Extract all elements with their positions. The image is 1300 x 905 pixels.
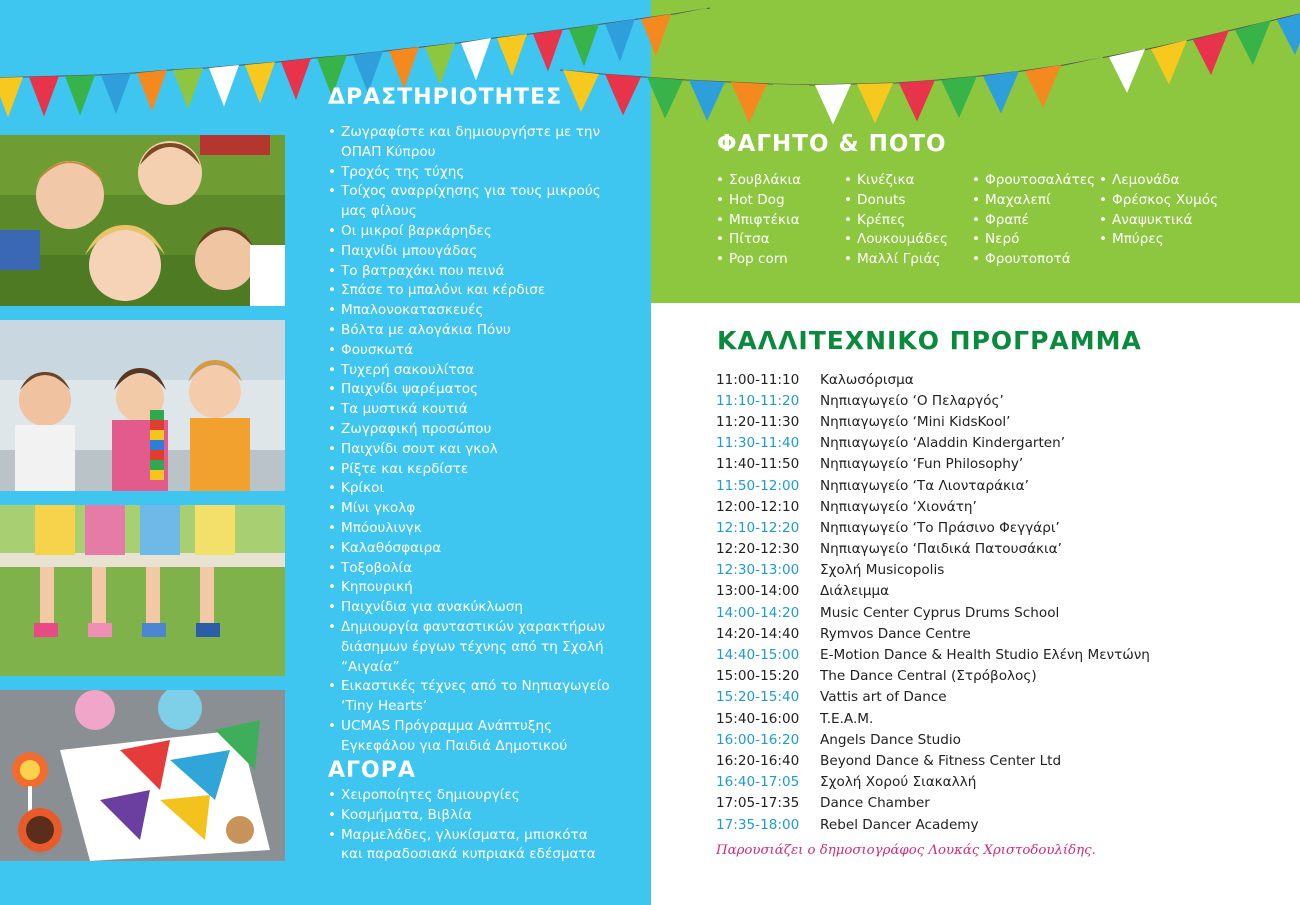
bunting-flag xyxy=(1193,30,1229,75)
food-column-1 xyxy=(715,171,801,270)
schedule-time: 16:00-16:20 xyxy=(716,731,800,748)
schedule-row xyxy=(716,666,1276,687)
list-item xyxy=(327,123,627,163)
schedule-row xyxy=(716,581,1276,602)
list-item-text: Παιχνίδια για ανακύκλωση xyxy=(341,599,524,616)
activities-list xyxy=(327,123,627,757)
list-item xyxy=(327,361,627,381)
food-item: • Λουκουμάδες xyxy=(843,230,948,250)
food-item: • Λεμονάδα xyxy=(1098,171,1218,191)
list-item xyxy=(327,262,627,282)
list-item xyxy=(327,281,627,301)
schedule-act: The Dance Central (Στρόβολος) xyxy=(820,668,1037,685)
schedule-time: 11:20-11:30 xyxy=(716,413,800,430)
list-item-text: Δημιουργία φανταστικών χαρακτήρων xyxy=(341,618,606,635)
list-item xyxy=(327,182,627,222)
bunting-flag xyxy=(101,73,131,114)
bunting-flag xyxy=(815,84,851,125)
food-item: • Φραπέ xyxy=(971,211,1095,231)
bunting-flag xyxy=(605,19,635,62)
schedule-row xyxy=(716,623,1276,644)
presenter-note: Παρουσιάζει ο δημοσιογράφος Λουκάς Χριστοδουλίδης. xyxy=(716,843,1096,858)
photo-craft-supplies xyxy=(0,690,285,861)
list-item xyxy=(327,400,627,420)
photo-children-on-bench xyxy=(0,505,285,676)
schedule-act: Διάλειμμα xyxy=(820,583,890,600)
schedule-row xyxy=(716,517,1276,538)
bunting-decoration xyxy=(0,0,1300,140)
schedule-time: 11:40-11:50 xyxy=(716,456,800,473)
schedule-row xyxy=(716,729,1276,750)
bunting-flag xyxy=(29,76,59,117)
schedule-act: Νηπιαγωγείο ‘Χιονάτη’ xyxy=(820,498,977,515)
schedule-act: Angels Dance Studio xyxy=(820,731,961,748)
schedule-row xyxy=(716,369,1276,390)
schedule-act: Καλωσόρισμα xyxy=(820,371,914,388)
schedule-row xyxy=(716,433,1276,454)
bunting-flag xyxy=(605,74,641,116)
list-item xyxy=(327,380,627,400)
schedule-act: Νηπιαγωγείο ‘Τα Λιονταράκια’ xyxy=(820,477,1029,494)
list-item xyxy=(327,578,627,598)
list-item-text: Τοίχος αναρρίχησης για τους μικρούς xyxy=(341,183,601,200)
list-item-text: Καλαθόσφαιρα xyxy=(341,539,442,556)
list-item xyxy=(327,618,627,677)
schedule-act: Νηπιαγωγείο ‘Το Πράσινο Φεγγάρι’ xyxy=(820,519,1060,536)
schedule-act: Rebel Dancer Academy xyxy=(820,816,979,833)
bunting-flag xyxy=(569,24,599,67)
food-item: • Κρέπες xyxy=(843,211,948,231)
food-item: • Hot Dog xyxy=(715,191,801,211)
schedule-row xyxy=(716,602,1276,623)
schedule-time: 15:00-15:20 xyxy=(716,668,800,685)
schedule-time: 12:20-12:30 xyxy=(716,541,800,558)
list-item xyxy=(327,420,627,440)
list-item-text: Τυχερή σακουλίτσα xyxy=(341,361,475,378)
food-item: • Μπιφτέκια xyxy=(715,211,801,231)
photo-children-on-grass xyxy=(0,135,285,306)
list-item-text: “Αιγαία” xyxy=(341,658,400,675)
schedule-row xyxy=(716,750,1276,771)
food-item: • Φρουτοσαλάτες xyxy=(971,171,1095,191)
schedule-time: 15:20-15:40 xyxy=(716,689,800,706)
list-item-text: Κοσμήματα, Βιβλία xyxy=(341,806,472,823)
schedule-act: Dance Chamber xyxy=(820,795,930,812)
bunting-flag xyxy=(857,83,893,124)
schedule-act: Νηπιαγωγείο ‘Aladdin Kindergarten’ xyxy=(820,435,1066,452)
list-item xyxy=(327,242,627,262)
list-item-text: Ρίξτε και κερδίστε xyxy=(341,460,469,477)
list-item-text: Τα μυστικά κουτιά xyxy=(341,401,468,418)
bunting-flag xyxy=(983,71,1019,114)
list-item-text: Κρίκοι xyxy=(341,480,385,497)
food-item: • Αναψυκτικά xyxy=(1098,211,1218,231)
schedule-act: Νηπιαγωγείο ‘Fun Philosophy’ xyxy=(820,456,1024,473)
bunting-flag xyxy=(281,58,311,100)
list-item xyxy=(327,341,627,361)
list-item-text: Σπάσε το μπαλόνι και κέρδισε xyxy=(341,282,546,299)
bunting-flag xyxy=(677,8,707,51)
schedule-row xyxy=(716,539,1276,560)
list-item xyxy=(327,677,627,717)
list-item-text: ΟΠΑΠ Κύπρου xyxy=(341,143,436,160)
list-item xyxy=(327,806,627,826)
bunting-flag xyxy=(533,29,563,72)
bunting-flag xyxy=(773,84,809,125)
food-item: • Πίτσα xyxy=(715,230,801,250)
list-item xyxy=(327,301,627,321)
schedule-time: 17:05-17:35 xyxy=(716,795,800,812)
schedule-act: Σχολή Musicopolis xyxy=(820,562,945,579)
list-item-text: Μπαλονοκατασκευές xyxy=(341,302,484,319)
list-item xyxy=(327,717,627,757)
bunting-flag xyxy=(245,62,275,104)
schedule-act: Rymvos Dance Centre xyxy=(820,625,971,642)
list-item xyxy=(327,786,627,806)
food-item: • Μπύρες xyxy=(1098,230,1218,250)
schedule-time: 16:40-17:05 xyxy=(716,774,800,791)
food-item: • Pop corn xyxy=(715,250,801,270)
schedule-act: Νηπιαγωγείο ‘Mini KidsKool’ xyxy=(820,413,1011,430)
schedule-time: 15:40-16:00 xyxy=(716,710,800,727)
schedule-row xyxy=(716,644,1276,665)
bunting-flag xyxy=(389,47,419,89)
bunting-flag xyxy=(941,76,977,118)
list-item-text: Κηπουρική xyxy=(341,579,413,596)
bunting-flag xyxy=(641,14,671,57)
schedule-row xyxy=(716,390,1276,411)
program-title: ΚΑΛΛΙΤΕΧΝΙΚΟ ΠΡΟΓΡΑΜΜΑ xyxy=(717,326,1142,355)
bunting-flag xyxy=(65,75,95,116)
schedule-time: 13:00-14:00 xyxy=(716,583,800,600)
food-item: • Μαχαλεπί xyxy=(971,191,1095,211)
list-item-text: Φουσκωτά xyxy=(341,341,414,358)
schedule-time: 14:20-14:40 xyxy=(716,625,800,642)
market-list xyxy=(327,786,627,865)
list-item-text: Χειροποίητες δημιουργίες xyxy=(341,787,520,803)
list-item-text: Τροχός της τύχης xyxy=(341,163,465,180)
schedule-time: 14:40-15:00 xyxy=(716,647,800,664)
food-item: • Μαλλί Γριάς xyxy=(843,250,948,270)
list-item-text: διάσημων έργων τέχνης από τη Σχολή xyxy=(341,638,604,655)
list-item-text: Παιχνίδι σουτ και γκολ xyxy=(341,440,498,457)
list-item-text: Τοξοβολία xyxy=(341,559,413,576)
schedule-time: 12:10-12:20 xyxy=(716,519,800,536)
bunting-flag xyxy=(563,70,599,112)
list-item-text: Μπόουλινγκ xyxy=(341,519,422,536)
schedule-row xyxy=(716,475,1276,496)
food-column-4 xyxy=(1098,171,1218,250)
schedule-time: 12:30-13:00 xyxy=(716,562,800,579)
list-item xyxy=(327,222,627,242)
list-item-text: ‘Tiny Hearts’ xyxy=(341,698,428,715)
schedule-row xyxy=(716,708,1276,729)
bunting-flag xyxy=(899,80,935,122)
list-item-text: Παιχνίδι ψαρέματος xyxy=(341,381,479,398)
schedule-row xyxy=(716,687,1276,708)
list-item-text: Βόλτα με αλογάκια Πόνυ xyxy=(341,321,511,338)
schedule-row xyxy=(716,454,1276,475)
list-item xyxy=(327,539,627,559)
list-item-text: Ζωγραφική προσώπου xyxy=(341,420,492,437)
schedule-act: Σχολή Χορού Σιακαλλή xyxy=(820,774,977,791)
bunting-flag xyxy=(497,34,527,76)
list-item xyxy=(327,460,627,480)
food-item: • Κινέζικα xyxy=(843,171,948,191)
schedule-act: Νηπιαγωγείο ‘Παιδικά Πατουσάκια’ xyxy=(820,541,1062,558)
food-column-3 xyxy=(971,171,1095,270)
bunting-flag xyxy=(731,82,767,123)
program-schedule xyxy=(716,369,1276,835)
market-title: ΑΓΟΡΑ xyxy=(328,758,416,783)
list-item-text: UCMAS Πρόγραμμα Ανάπτυξης xyxy=(341,717,553,734)
food-item: • Φρουτοποτά xyxy=(971,250,1095,270)
list-item-text: μας φίλους xyxy=(341,203,417,220)
list-item-text: Ζωγραφίστε και δημιουργήστε με την xyxy=(341,124,601,140)
schedule-time: 12:00-12:10 xyxy=(716,498,800,515)
bunting-flag xyxy=(425,43,455,85)
photo-children-playing-blocks xyxy=(0,320,285,491)
schedule-row xyxy=(716,411,1276,432)
activities-title: ΔΡΑΣΤΗΡΙΟΤΗΤΕΣ xyxy=(328,85,563,110)
list-item-text: Το βατραχάκι που πεινά xyxy=(341,262,505,279)
food-item: • Donuts xyxy=(843,191,948,211)
bunting-flag xyxy=(689,80,725,121)
schedule-time: 17:35-18:00 xyxy=(716,816,800,833)
bunting-flag xyxy=(1151,40,1187,85)
schedule-time: 14:00-14:20 xyxy=(716,604,800,621)
schedule-act: Νηπιαγωγείο ‘Ο Πελαργός’ xyxy=(820,392,1004,409)
list-item xyxy=(327,479,627,499)
list-item-text: Εικαστικές τέχνες από το Νηπιαγωγείο xyxy=(341,678,610,695)
bunting-flag xyxy=(647,77,683,119)
list-item xyxy=(327,440,627,460)
bunting-flag xyxy=(461,38,491,81)
list-item-text: Οι μικροί βαρκάρηδες xyxy=(341,222,492,239)
list-item xyxy=(327,826,627,866)
bunting-flag xyxy=(1025,65,1061,108)
food-item: • Φρέσκος Χυμός xyxy=(1098,191,1218,211)
schedule-time: 11:00-11:10 xyxy=(716,371,800,388)
food-column-2 xyxy=(843,171,948,270)
schedule-act: Music Center Cyprus Drums School xyxy=(820,604,1060,621)
list-item xyxy=(327,559,627,579)
schedule-row xyxy=(716,560,1276,581)
food-item: • Νερό xyxy=(971,230,1095,250)
bunting-flag xyxy=(137,70,167,112)
list-item xyxy=(327,321,627,341)
list-item-text: Μίνι γκολφ xyxy=(341,500,416,517)
bunting-flag xyxy=(173,68,203,109)
food-item: • Σουβλάκια xyxy=(715,171,801,191)
list-item xyxy=(327,499,627,519)
list-item-text: Παιχνίδι μπουγάδας xyxy=(341,242,478,259)
list-item-text: και παραδοσιακά κυπριακά εδέσματα xyxy=(341,846,596,863)
schedule-time: 11:50-12:00 xyxy=(716,477,800,494)
schedule-time: 11:10-11:20 xyxy=(716,392,800,409)
bunting-flag xyxy=(1235,20,1271,65)
bunting-flag xyxy=(209,65,239,107)
schedule-act: T.E.A.M. xyxy=(820,710,874,727)
list-item xyxy=(327,163,627,183)
food-title: ΦΑΓΗΤΟ & ΠΟΤΟ xyxy=(717,131,947,157)
schedule-time: 11:30-11:40 xyxy=(716,435,800,452)
schedule-time: 16:20-16:40 xyxy=(716,752,800,769)
bunting-flag xyxy=(0,77,23,118)
list-item xyxy=(327,519,627,539)
schedule-row xyxy=(716,814,1276,835)
schedule-act: Beyond Dance & Fitness Center Ltd xyxy=(820,752,1062,769)
schedule-act: E-Motion Dance & Health Studio Ελένη Μεντώνη xyxy=(820,647,1150,664)
schedule-act: Vattis art of Dance xyxy=(820,689,947,706)
list-item-text: Μαρμελάδες, γλυκίσματα, μπισκότα xyxy=(341,826,588,843)
list-item xyxy=(327,598,627,618)
list-item-text: Εγκεφάλου για Παιδιά Δημοτικού xyxy=(341,737,568,754)
schedule-row xyxy=(716,793,1276,814)
schedule-row xyxy=(716,772,1276,793)
schedule-row xyxy=(716,496,1276,517)
